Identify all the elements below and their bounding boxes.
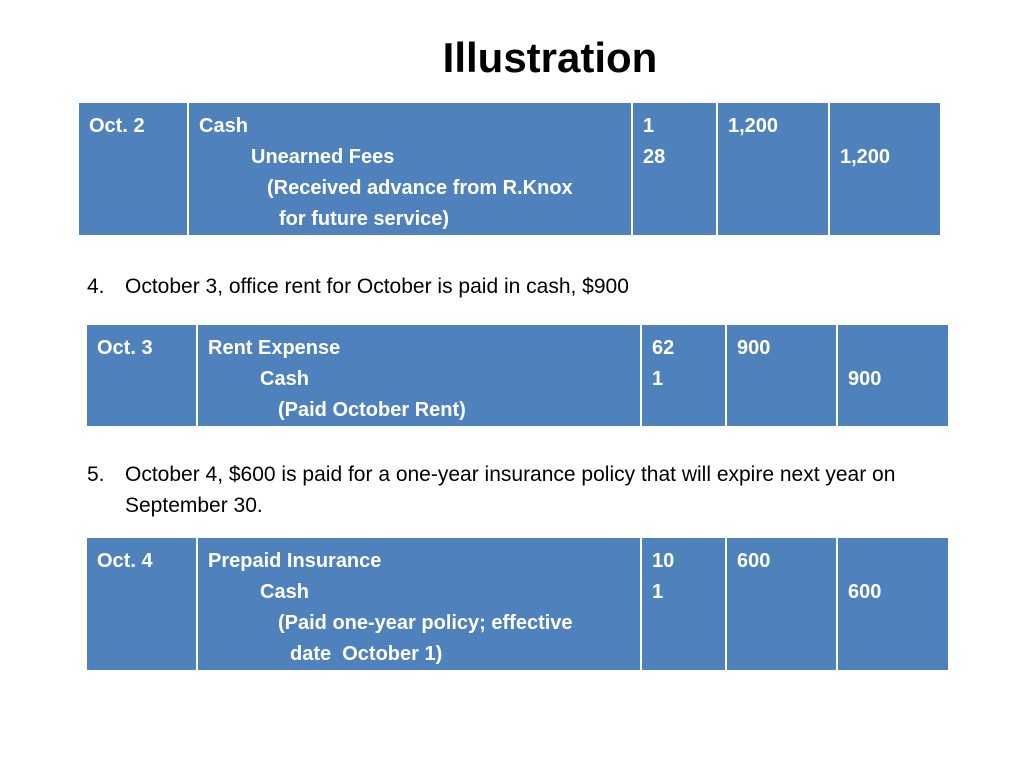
credit-ref: 1	[652, 581, 664, 603]
debit-amount	[726, 537, 837, 671]
entry-accounts	[197, 537, 641, 671]
credit-amount	[837, 324, 949, 427]
entry-explanation-line-1: (Paid October Rent)	[278, 399, 466, 421]
journal-entry-oct-2	[77, 101, 942, 237]
entry-date: Oct. 4	[86, 537, 197, 671]
debit-account: Cash	[199, 115, 248, 137]
credit-value: 1,200	[840, 146, 891, 168]
credit-account: Cash	[260, 368, 309, 390]
entry-refs	[632, 102, 717, 236]
entry-refs	[641, 537, 726, 671]
debit-account: Rent Expense	[208, 337, 341, 359]
entry-accounts	[188, 102, 632, 236]
credit-amount	[837, 537, 949, 671]
debit-account: Prepaid Insurance	[208, 550, 382, 572]
credit-ref: 28	[643, 146, 666, 168]
credit-value: 600	[848, 581, 882, 603]
credit-amount	[829, 102, 941, 236]
debit-ref: 1	[643, 115, 655, 137]
debit-amount	[726, 324, 837, 427]
debit-amount	[717, 102, 829, 236]
item-number: 5.	[87, 463, 105, 486]
entry-explanation-line-1: (Received advance from R.Knox	[267, 177, 573, 199]
credit-account: Cash	[260, 581, 309, 603]
debit-value: 600	[737, 550, 771, 572]
entry-date: Oct. 3	[86, 324, 197, 427]
entry-date: Oct. 2	[78, 102, 188, 236]
entry-accounts	[197, 324, 641, 427]
debit-value: 1,200	[728, 115, 779, 137]
entry-explanation-line-2: for future service)	[279, 208, 450, 230]
journal-entry-oct-3	[85, 323, 950, 428]
item-number: 4.	[87, 275, 105, 298]
journal-entry-oct-4	[85, 536, 950, 672]
debit-value: 900	[737, 337, 771, 359]
entry-refs	[641, 324, 726, 427]
debit-ref: 10	[652, 550, 675, 572]
credit-ref: 1	[652, 368, 664, 390]
credit-account: Unearned Fees	[251, 146, 395, 168]
entry-explanation-line-1: (Paid one-year policy; effective	[278, 612, 573, 634]
credit-value: 900	[848, 368, 882, 390]
item-text: October 4, $600 is paid for a one-year insurance policy that will expire next year on September 30.	[125, 463, 896, 517]
slide-title: Illustration	[442, 34, 658, 81]
entry-explanation-line-2: date October 1)	[290, 643, 443, 665]
debit-ref: 62	[652, 337, 675, 359]
item-text: October 3, office rent for October is paid in cash, $900	[125, 275, 629, 298]
